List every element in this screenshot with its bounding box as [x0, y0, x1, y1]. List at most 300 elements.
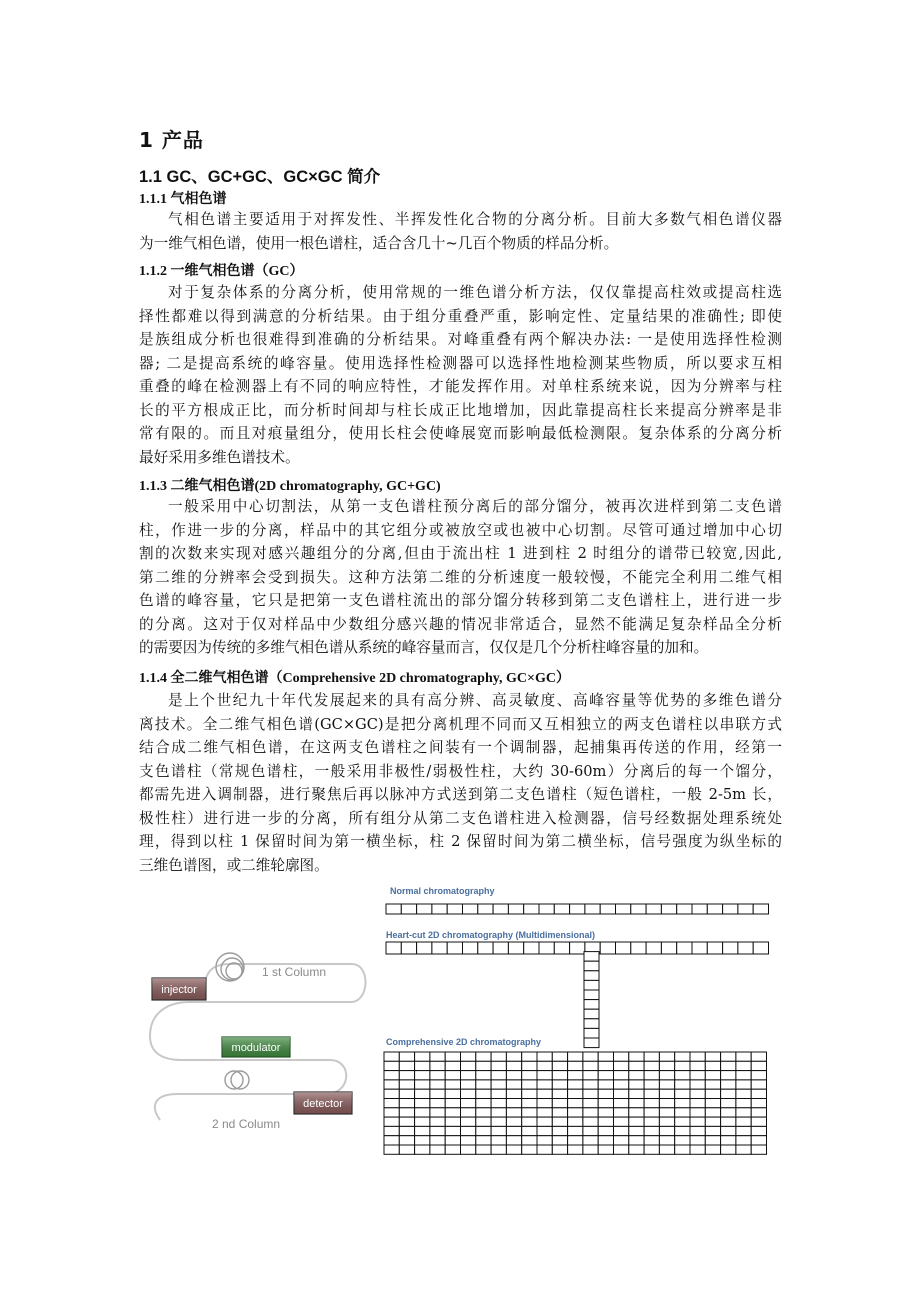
- grid-cell: [401, 942, 416, 954]
- text-line: 最好采用多维色谱技术。: [139, 448, 300, 466]
- grid-cell: [629, 1061, 644, 1070]
- grid-cell: [522, 1117, 537, 1126]
- grid-cell: [736, 1052, 751, 1061]
- grid-cell: [430, 1136, 445, 1145]
- grid-cell: [629, 1089, 644, 1098]
- grid-cell: [629, 1145, 644, 1154]
- grid-cell: [705, 1126, 720, 1135]
- text-line: 对于复杂体系的分离分析，使用常规的一维色谱分析方法，仅仅靠提高柱效或提高柱选: [168, 284, 782, 301]
- grid-cell: [399, 1117, 414, 1126]
- section-title-1-1-3: 1.1.3 二维气相色谱(2D chromatography, GC+GC): [139, 479, 441, 494]
- grid-cell: [614, 1089, 629, 1098]
- grid-cell: [399, 1080, 414, 1089]
- grid-cell: [644, 1145, 659, 1154]
- grid-cell: [583, 1136, 598, 1145]
- grid-cell: [415, 1136, 430, 1145]
- grid-cell: [493, 904, 508, 914]
- text-line: 色谱的峰容量，它只是把第一支色谱柱流出的部分馏分转移到第二支色谱柱上，进行进一步: [139, 592, 782, 609]
- grid-cell: [568, 1071, 583, 1080]
- grid-cell: [751, 1145, 766, 1154]
- grid-cell: [659, 1108, 674, 1117]
- grid-cell: [384, 1052, 399, 1061]
- grid-cell: [568, 1080, 583, 1089]
- first-column-label: 1 st Column: [262, 965, 327, 979]
- grid-cell: [461, 1108, 476, 1117]
- grid-cell: [644, 1126, 659, 1135]
- grid-cell: [506, 1145, 521, 1154]
- grid-cell: [751, 1080, 766, 1089]
- grid-cell: [736, 1071, 751, 1080]
- grid-cell: [675, 1117, 690, 1126]
- heading-1: 1 产品: [139, 128, 204, 152]
- grid-cell: [583, 1145, 598, 1154]
- grid-cell: [705, 1108, 720, 1117]
- grid-cell: [461, 1099, 476, 1108]
- grid-cell: [661, 904, 676, 914]
- grid-cell: [751, 1108, 766, 1117]
- grid-cell: [584, 971, 599, 981]
- grid-cell: [537, 1136, 552, 1145]
- grid-cell: [598, 1052, 613, 1061]
- grid-cell: [583, 1126, 598, 1135]
- text-line: 离技术。全二维气相色谱(GC×GC)是把分离机理不同而又互相独立的两支色谱柱以串联方式: [139, 715, 782, 733]
- grid-cell: [659, 1117, 674, 1126]
- grid-cell: [677, 904, 692, 914]
- grid-cell: [445, 1108, 460, 1117]
- detector-label: detector: [303, 1098, 343, 1110]
- grid-cell: [751, 1071, 766, 1080]
- grid-cell: [539, 942, 554, 954]
- grid-cell: [690, 1145, 705, 1154]
- grid-cell: [736, 1117, 751, 1126]
- grid-cell: [616, 942, 631, 954]
- grid-cell: [399, 1099, 414, 1108]
- grid-cell: [570, 904, 585, 914]
- heartcut-second-dimension: [584, 952, 599, 1048]
- grid-cell: [415, 1126, 430, 1135]
- grid-cell: [476, 1052, 491, 1061]
- grid-cell: [738, 942, 753, 954]
- grid-cell: [568, 1136, 583, 1145]
- grid-cell: [644, 1099, 659, 1108]
- grid-cell: [445, 1052, 460, 1061]
- grid-cell: [430, 1052, 445, 1061]
- modulator-label: modulator: [231, 1042, 281, 1054]
- grid-cell: [552, 1117, 567, 1126]
- grid-cell: [675, 1108, 690, 1117]
- section-title-1-1-1: 1.1.1 气相色谱: [139, 192, 227, 207]
- grid-cell: [675, 1145, 690, 1154]
- grid-cell: [614, 1126, 629, 1135]
- grid-cell: [751, 1052, 766, 1061]
- grid-cell: [646, 942, 661, 954]
- grid-cell: [584, 1019, 599, 1029]
- grid-cell: [659, 1126, 674, 1135]
- grid-cell: [659, 1089, 674, 1098]
- grid-cell: [522, 1126, 537, 1135]
- grid-cell: [384, 1108, 399, 1117]
- grid-cell: [707, 942, 722, 954]
- grid-cell: [522, 1061, 537, 1070]
- comprehensive-chromatography-label: Comprehensive 2D chromatography: [386, 1037, 542, 1047]
- grid-cell: [384, 1061, 399, 1070]
- grid-cell: [675, 1099, 690, 1108]
- text-line: 三维色谱图，或二维轮廓图。: [139, 856, 329, 874]
- grid-cell: [723, 942, 738, 954]
- grid-cell: [445, 1080, 460, 1089]
- grid-cell: [506, 1117, 521, 1126]
- text-line: 为一维气相色谱，使用一根色谱柱，适合含几十~几百个物质的样品分析。: [139, 234, 619, 252]
- grid-cell: [644, 1117, 659, 1126]
- grid-cell: [723, 904, 738, 914]
- grid-cell: [677, 942, 692, 954]
- grid-cell: [738, 904, 753, 914]
- grid-cell: [675, 1126, 690, 1135]
- grid-cell: [646, 904, 661, 914]
- grid-cell: [661, 942, 676, 954]
- grid-cell: [537, 1117, 552, 1126]
- text-line: 支色谱柱（常规色谱柱，一般采用非极性/弱极性柱，大约 30-60m）分离后的每一个馏分，: [139, 762, 782, 780]
- grid-cell: [415, 1089, 430, 1098]
- grid-cell: [552, 1099, 567, 1108]
- grid-cell: [478, 904, 493, 914]
- text-line: 长的平方根成正比，而分析时间却与柱长成正比地增加，因此靠提高柱长来提高分辨率是非: [139, 401, 782, 419]
- grid-cell: [476, 1117, 491, 1126]
- grid-cell: [659, 1136, 674, 1145]
- grid-cell: [445, 1071, 460, 1080]
- grid-cell: [721, 1071, 736, 1080]
- grid-cell: [430, 1145, 445, 1154]
- heartcut-chromatography-grid: [386, 942, 769, 954]
- grid-cell: [721, 1145, 736, 1154]
- grid-cell: [614, 1145, 629, 1154]
- grid-cell: [552, 1061, 567, 1070]
- grid-cell: [445, 1089, 460, 1098]
- grid-cell: [445, 1136, 460, 1145]
- grid-cell: [386, 904, 401, 914]
- grid-cell: [629, 1080, 644, 1089]
- grid-cell: [430, 1089, 445, 1098]
- comprehensive-chromatography-grid: [384, 1052, 767, 1154]
- grid-cell: [552, 1108, 567, 1117]
- grid-cell: [629, 1099, 644, 1108]
- grid-cell: [598, 1136, 613, 1145]
- grid-cell: [386, 942, 401, 954]
- grid-cell: [430, 1099, 445, 1108]
- grid-cell: [690, 1052, 705, 1061]
- text-line: 的分离。这对于仅对样品中少数组分感兴趣的情况非常适合，显然不能满足复杂样品全分析: [139, 615, 782, 633]
- gc-schematic: [150, 953, 366, 1131]
- paragraph-1-1-2: [139, 281, 782, 469]
- grid-cell: [568, 1108, 583, 1117]
- grid-cell: [644, 1136, 659, 1145]
- grid-cell: [614, 1061, 629, 1070]
- grid-cell: [491, 1136, 506, 1145]
- grid-cell: [614, 1099, 629, 1108]
- text-line: 是族组成分析也很难得到准确的分析结果。对峰重叠有两个解决办法: 一是使用选择性检测: [139, 331, 782, 348]
- grid-cell: [583, 1089, 598, 1098]
- grid-cell: [721, 1052, 736, 1061]
- grid-cell: [522, 1080, 537, 1089]
- grid-cell: [600, 942, 615, 954]
- text-line: 是上个世纪九十年代发展起来的具有高分辨、高灵敏度、高峰容量等优势的多维色谱分: [168, 692, 782, 709]
- paragraph-1-1-1: [139, 208, 782, 255]
- grid-cell: [690, 1126, 705, 1135]
- second-column-coil: [225, 1071, 249, 1089]
- grid-cell: [445, 1099, 460, 1108]
- grid-cell: [690, 1061, 705, 1070]
- grid-cell: [705, 1117, 720, 1126]
- grid-cell: [659, 1145, 674, 1154]
- grid-cell: [705, 1080, 720, 1089]
- grid-cell: [430, 1071, 445, 1080]
- grid-cell: [736, 1108, 751, 1117]
- grid-cell: [707, 904, 722, 914]
- grid-cell: [461, 1145, 476, 1154]
- grid-cell: [751, 1126, 766, 1135]
- grid-cell: [751, 1061, 766, 1070]
- grid-cell: [476, 1108, 491, 1117]
- grid-cell: [584, 1009, 599, 1019]
- grid-cell: [568, 1126, 583, 1135]
- grid-cell: [537, 1126, 552, 1135]
- grid-cell: [491, 1080, 506, 1089]
- grid-cell: [476, 1126, 491, 1135]
- grid-cell: [524, 904, 539, 914]
- grid-cell: [493, 942, 508, 954]
- detector-box: [294, 1092, 352, 1114]
- text-line: 柱，作进一步的分离，样品中的其它组分或被放空或也被中心切割。尽管可通过增加中心切: [139, 521, 782, 539]
- grid-cell: [659, 1080, 674, 1089]
- grid-cell: [522, 1136, 537, 1145]
- heading-2: 1.1 GC、GC+GC、GC×GC 简介: [139, 168, 381, 186]
- grid-cell: [399, 1052, 414, 1061]
- grid-cell: [629, 1108, 644, 1117]
- grid-cell: [659, 1052, 674, 1061]
- grid-cell: [539, 904, 554, 914]
- grid-cell: [417, 942, 432, 954]
- text-line: 器; 二是提高系统的峰容量。使用选择性检测器可以选择性地检测某些物质，所以要求互相: [139, 354, 782, 372]
- grid-cell: [568, 1117, 583, 1126]
- injector-label: injector: [161, 984, 197, 996]
- grid-cell: [506, 1126, 521, 1135]
- grid-cell: [399, 1136, 414, 1145]
- grid-cell: [583, 1052, 598, 1061]
- grid-cell: [399, 1108, 414, 1117]
- grid-cell: [522, 1089, 537, 1098]
- grid-cell: [415, 1099, 430, 1108]
- grid-cell: [736, 1145, 751, 1154]
- grid-cell: [614, 1108, 629, 1117]
- paragraph-1-1-3: [139, 495, 782, 660]
- section-title-1-1-2: 1.1.2 一维气相色谱（GC）: [139, 264, 304, 279]
- grid-cell: [506, 1099, 521, 1108]
- grid-cell: [478, 942, 493, 954]
- grid-cell: [675, 1080, 690, 1089]
- grid-cell: [614, 1071, 629, 1080]
- grid-cell: [491, 1089, 506, 1098]
- grid-cell: [598, 1108, 613, 1117]
- grid-cell: [537, 1071, 552, 1080]
- grid-cell: [584, 952, 599, 962]
- grid-cell: [736, 1099, 751, 1108]
- grid-cell: [445, 1145, 460, 1154]
- grid-cell: [432, 904, 447, 914]
- grid-cell: [476, 1071, 491, 1080]
- grid-cell: [554, 904, 569, 914]
- grid-cell: [461, 1126, 476, 1135]
- grid-cell: [644, 1089, 659, 1098]
- grid-cell: [461, 1061, 476, 1070]
- grid-cell: [430, 1108, 445, 1117]
- grid-cell: [568, 1089, 583, 1098]
- grid-cell: [445, 1117, 460, 1126]
- grid-cell: [705, 1061, 720, 1070]
- grid-cell: [675, 1052, 690, 1061]
- grid-cell: [736, 1061, 751, 1070]
- grid-cell: [753, 904, 768, 914]
- grid-cell: [399, 1145, 414, 1154]
- text-line: 的需要因为传统的多维气相色谱从系统的峰容量而言，仅仅是几个分析柱峰容量的加和。: [139, 639, 709, 656]
- grid-cell: [430, 1126, 445, 1135]
- grid-cell: [753, 942, 768, 954]
- grid-cell: [570, 942, 585, 954]
- grid-cell: [508, 942, 523, 954]
- grid-cell: [476, 1145, 491, 1154]
- grid-cell: [600, 904, 615, 914]
- grid-cell: [445, 1126, 460, 1135]
- grid-cell: [415, 1071, 430, 1080]
- grid-cell: [614, 1117, 629, 1126]
- grid-cell: [721, 1108, 736, 1117]
- grid-cell: [415, 1117, 430, 1126]
- grid-cell: [692, 904, 707, 914]
- grid-cell: [616, 904, 631, 914]
- grid-cell: [430, 1117, 445, 1126]
- grid-cell: [461, 1089, 476, 1098]
- grid-cell: [399, 1071, 414, 1080]
- grid-cell: [491, 1071, 506, 1080]
- grid-cell: [736, 1080, 751, 1089]
- grid-cell: [751, 1089, 766, 1098]
- grid-cell: [491, 1052, 506, 1061]
- grid-cell: [614, 1080, 629, 1089]
- second-column-label: 2 nd Column: [212, 1117, 281, 1131]
- grid-cell: [690, 1099, 705, 1108]
- text-line: 气相色谱主要适用于对挥发性、半挥发性化合物的分离分析。目前大多数气相色谱仪器: [168, 211, 782, 228]
- text-line: 第二维的分辨率会受到损失。这种方法第二维的分析速度一般较慢，不能完全利用二维气相: [139, 568, 782, 586]
- grid-cell: [476, 1061, 491, 1070]
- grid-cell: [552, 1145, 567, 1154]
- grid-cell: [705, 1052, 720, 1061]
- grid-cell: [384, 1136, 399, 1145]
- grid-cell: [690, 1136, 705, 1145]
- grid-cell: [447, 904, 462, 914]
- grid-cell: [598, 1126, 613, 1135]
- grid-cell: [644, 1052, 659, 1061]
- grid-cell: [491, 1145, 506, 1154]
- grid-cell: [751, 1099, 766, 1108]
- grid-cell: [415, 1052, 430, 1061]
- grid-cell: [415, 1080, 430, 1089]
- grid-cell: [568, 1061, 583, 1070]
- grid-cell: [476, 1080, 491, 1089]
- grid-cell: [430, 1080, 445, 1089]
- grid-cell: [751, 1117, 766, 1126]
- grid-cell: [463, 942, 478, 954]
- grid-cell: [736, 1136, 751, 1145]
- grid-cell: [415, 1061, 430, 1070]
- grid-cell: [692, 942, 707, 954]
- grid-cell: [644, 1071, 659, 1080]
- grid-cell: [629, 1136, 644, 1145]
- grid-cell: [447, 942, 462, 954]
- grid-cell: [584, 1028, 599, 1038]
- normal-chromatography-grid: [386, 904, 769, 914]
- grid-cell: [583, 1080, 598, 1089]
- text-line: 结合成二维气相色谱，在这两支色谱柱之间装有一个调制器，起捕集再传送的作用，经第一: [139, 739, 782, 756]
- grid-cell: [659, 1099, 674, 1108]
- text-line: 一般采用中心切割法，从第一支色谱柱预分离后的部分馏分，被再次进样到第二支色谱: [168, 498, 782, 515]
- grid-cell: [476, 1089, 491, 1098]
- grid-cell: [524, 942, 539, 954]
- grid-cell: [522, 1071, 537, 1080]
- grid-cell: [461, 1071, 476, 1080]
- grid-cell: [522, 1145, 537, 1154]
- grid-cell: [491, 1108, 506, 1117]
- injector-box: [152, 978, 206, 1000]
- grid-cell: [522, 1052, 537, 1061]
- grid-cell: [506, 1071, 521, 1080]
- grid-cell: [522, 1108, 537, 1117]
- grid-cell: [659, 1071, 674, 1080]
- grid-cell: [554, 942, 569, 954]
- grid-cell: [631, 942, 646, 954]
- grid-cell: [583, 1099, 598, 1108]
- grid-cell: [598, 1061, 613, 1070]
- grid-cell: [491, 1126, 506, 1135]
- grid-cell: [690, 1108, 705, 1117]
- grid-cell: [721, 1099, 736, 1108]
- grid-cell: [598, 1145, 613, 1154]
- grid-cell: [417, 904, 432, 914]
- grid-cell: [583, 1108, 598, 1117]
- text-line: 重叠的峰在检测器上有不同的响应特性，才能发挥作用。对单柱系统来说，因为分辨率与柱: [139, 378, 782, 395]
- grid-cell: [506, 1052, 521, 1061]
- grid-cell: [721, 1126, 736, 1135]
- grid-cell: [445, 1061, 460, 1070]
- grid-cell: [598, 1117, 613, 1126]
- grid-cell: [584, 961, 599, 971]
- grid-cell: [705, 1089, 720, 1098]
- grid-cell: [751, 1136, 766, 1145]
- grid-cell: [384, 1080, 399, 1089]
- grid-cell: [675, 1089, 690, 1098]
- grid-cell: [736, 1089, 751, 1098]
- grid-cell: [584, 990, 599, 1000]
- grid-cell: [644, 1108, 659, 1117]
- grid-cell: [506, 1061, 521, 1070]
- grid-cell: [584, 980, 599, 990]
- section-title-1-1-4: 1.1.4 全二维气相色谱（Comprehensive 2D chromatography, GC×GC）: [139, 671, 570, 686]
- grid-cell: [598, 1099, 613, 1108]
- grid-cell: [537, 1089, 552, 1098]
- grid-cell: [614, 1136, 629, 1145]
- grid-cell: [552, 1126, 567, 1135]
- grid-cell: [690, 1089, 705, 1098]
- grid-cell: [508, 904, 523, 914]
- grid-cell: [461, 1052, 476, 1061]
